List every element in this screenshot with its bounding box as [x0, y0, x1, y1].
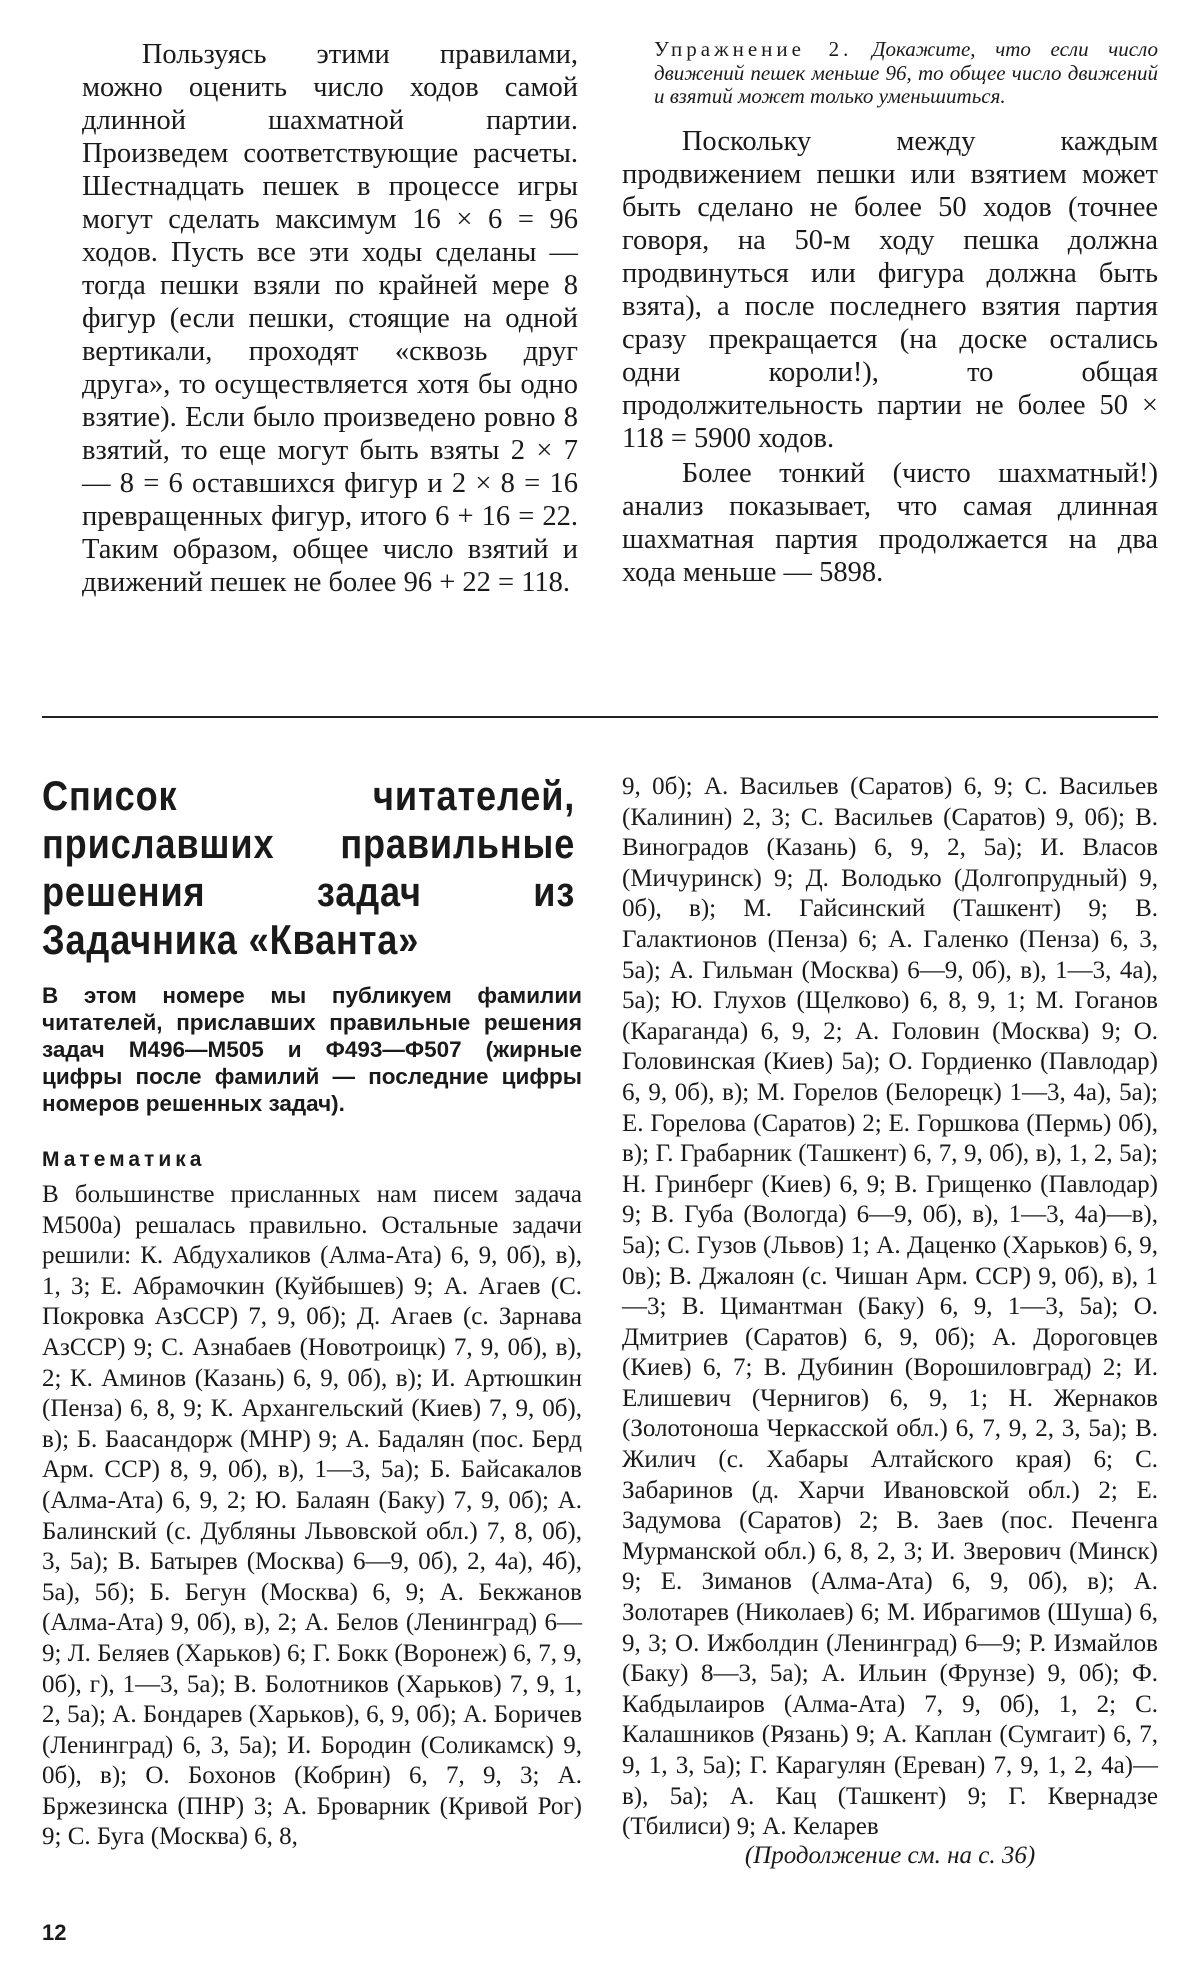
- article-paragraph: Поскольку между каждым продвижением пешки или взятием может быть сделано не более 50 ходов (точнее говоря, на 50-м ходу пешка должна продвинуться или фигура должна быть взята), а после последнего взятия партия сразу прекращается (на доске остались одни короли!), то общая продолжительность партии не более 50 × 118 = 5900 ходов.: [622, 125, 1158, 454]
- subsection-heading: Математика: [42, 1148, 206, 1171]
- section-title: Список читателей, приславших правильные решения задач из Задачника «Кванта»: [42, 772, 576, 963]
- exercise-block: [622, 38, 1158, 109]
- reader-list-left: В большинстве присланных нам писем задача М500а) решалась правильно. Остальные задачи решили: К. Абдухаликов (Алма-Ата) 6, 9, 0б), в), 1, 3; Е. Абрамочкин (Куйбышев) 9; А. Агаев (С. Покровка АзССР) 7, 9, 0б); Д. Агаев (с. Зарнава АзССР) 9; С. Азнабаев (Новотроицк) 7, 9, 0б), в), 2; К. Аминов (Казань) 6, 9, 0б), в); И. Артюшкин (Пенза) 6, 8, 9; К. Архангельский (Киев) 7, 9, 0б), в); Б. Баасандорж (МНР) 9; А. Бадалян (пос. Берд Арм. ССР) 8, 9, 0б), в), 1—3, 5а); Б. Байсакалов (Алма-Ата) 6, 9, 2; Ю. Балаян (Баку) 7, 9, 0б); А. Балинский (с. Дубляны Львовской обл.) 7, 8, 0б), 3, 5а); В. Батырев (Москва) 6—9, 0б), 2, 4а), 4б), 5а), 5б); Б. Бегун (Москва) 6, 9; А. Бекжанов (Алма-Ата) 9, 0б), в), 2; А. Белов (Ленинград) 6—9; Л. Беляев (Харьков) 6; Г. Бокк (Воронеж) 6, 7, 9, 0б), г), 1—3, 5а); В. Болотников (Харьков) 7, 9, 1, 2, 5а); А. Бондарев (Харьков), 6, 9, 0б); А. Боричев (Ленинград) 6, 3, 5а); И. Бородин (Соликамск) 9, 0б), в); О. Бохонов (Кобрин) 6, 7, 9, 3; А. Бржезинска (ПНР) 3; А. Броварник (Кривой Рог) 9; С. Буга (Москва) 6, 8,: [42, 1181, 582, 1851]
- article-paragraph: Более тонкий (чисто шахматный!) анализ показывает, что самая длинная шахматная партия продолжается на два хода меньше — 5898.: [622, 457, 1158, 588]
- list-left-column: [42, 772, 582, 1853]
- exercise-label: Упражнение 2.: [654, 37, 853, 61]
- section-intro: В этом номере мы публикуем фамилии читателей, приславших правильные решения задач М496—М505 и Ф493—Ф507 (жирные цифры после фамилий — последние цифры номеров решенных задач).: [42, 983, 582, 1116]
- article-right-column: [622, 38, 1158, 589]
- article-paragraph: Пользуясь этими правилами, можно оценить число ходов самой длинной шахматной партии. Произведем соответствующие расчеты. Шестнадцать пешек в процессе игры могут сделать максимум 16 × 6 = 96 ходов. Пусть все эти ходы сделаны — тогда пешки взяли по крайней мере 8 фигур (если пешки, стоящие на одной вертикали, проходят «сквозь друг друга», то осуществляется хотя бы одно взятие). Если было произведено ровно 8 взятий, то еще могут быть взяты 2 × 7 — 8 = 6 оставшихся фигур и 2 × 8 = 16 превращенных фигур, итого 6 + 16 = 22. Таким образом, общее число взятий и движений пешек не более 96 + 22 = 118.: [82, 39, 578, 598]
- reader-list-right: 9, 0б); А. Васильев (Саратов) 6, 9; С. Васильев (Калинин) 2, 3; С. Васильев (Саратов) 9, 0б); В. Виноградов (Казань) 6, 9, 2, 5а); И. Власов (Мичуринск) 9; Д. Володько (Долгопрудный) 9, 0б), в); М. Гайсинский (Ташкент) 9; В. Галактионов (Пенза) 6; А. Галенко (Пенза) 6, 3, 5а); А. Гильман (Москва) 6—9, 0б), в), 1—3, 4а), 5а); Ю. Глухов (Щелково) 6, 8, 9, 1; М. Гоганов (Караганда) 6, 9, 2; А. Головин (Москва) 9; О. Головинская (Киев) 5а); О. Гордиенко (Павлодар) 6, 9, 0б), в); М. Горелов (Белорецк) 1—3, 4а), 5а); Е. Горелова (Саратов) 2; Е. Горшкова (Пермь) 0б), в); Г. Грабарник (Ташкент) 6, 7, 9, 0б), в), 1, 2, 5а); Н. Гринберг (Киев) 6, 9; В. Грищенко (Павлодар) 9; В. Губа (Вологда) 6—9, 0б), в), 1—3, 4а)—в), 5а); С. Гузов (Львов) 1; А. Даценко (Харьков) 6, 9, 0в); В. Джалоян (с. Чишан Арм. ССР) 9, 0б), в), 1—3; В. Цимантман (Баку) 6, 9, 1—3, 5а); О. Дмитриев (Саратов) 6, 9, 0б); А. Дороговцев (Киев) 6, 7; В. Дубинин (Ворошиловград) 2; И. Елишевич (Чернигов) 6, 9, 1; Н. Жернаков (Золотоноша Черкасской обл.) 6, 7, 9, 2, 3, 5а); В. Жилич (с. Хабары Алтайского края) 6; С. Забаринов (д. Харчи Ивановской обл.) 2; Е. Задумова (Саратов) 2; В. Заев (пос. Печенга Мурманской обл.) 6, 8, 2, 3; И. Зверович (Минск) 9; Е. Зиманов (Алма-Ата) 6, 9, 0б), в); А. Золотарев (Николаев) 6; М. Ибрагимов (Шуша) 6, 9, 3; О. Ижболдин (Ленинград) 6—9; Р. Измайлов (Баку) 8—3, 5а); А. Ильин (Фрунзе) 9, 0б); Ф. Кабдылаиров (Алма-Ата) 7, 9, 0б), 1, 2; С. Калашников (Рязань) 9; А. Каплан (Сумгаит) 6, 7, 9, 1, 3, 5а); Г. Карагулян (Ереван) 7, 9, 1, 2, 4а)—в), 5а); А. Кац (Ташкент) 9; Г. Квернадзе (Тбилиси) 9; А. Келарев: [622, 773, 1158, 1841]
- list-right-column: [622, 772, 1158, 1843]
- exercise-text: Докажите, что если число движений пешек меньше 96, то общее число движений и взятий может только уменьшиться.: [654, 37, 1159, 108]
- section-divider: [42, 716, 1158, 718]
- continuation-note: (Продолжение см. на с. 36): [744, 1842, 1036, 1869]
- page-number: 12: [42, 1920, 67, 1945]
- article-left-column: [82, 38, 578, 599]
